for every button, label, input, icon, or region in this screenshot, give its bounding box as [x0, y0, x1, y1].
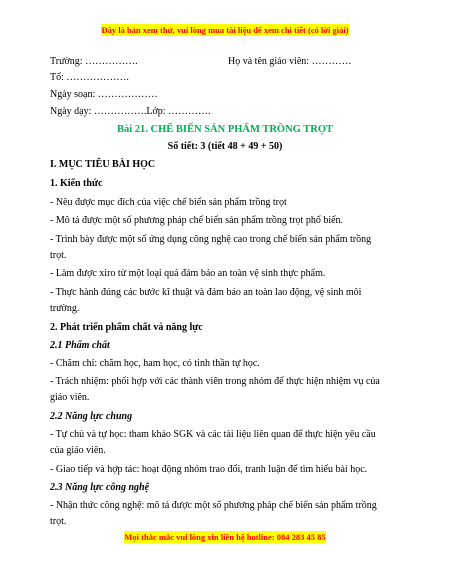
teacher-field: Họ và tên giáo viên: ………… — [228, 56, 352, 67]
body-line: - Nêu được mục đích của việc chế biến sản phẩm trồng trọt — [50, 197, 287, 208]
section-heading: I. MỤC TIÊU BÀI HỌC — [50, 159, 156, 170]
sub-subsection-heading: 2.1 Phẩm chất — [50, 340, 110, 351]
body-line: - Mô tả được một số phương pháp chế biến sản phẩm trồng trọt phổ biến. — [50, 215, 344, 226]
prepared-date-field: Ngày soạn: ……………… — [50, 89, 158, 100]
group-field: Tổ: ………………. — [50, 72, 129, 83]
lesson-periods: Số tiết: 3 (tiết 48 + 49 + 50) — [167, 141, 283, 152]
body-line: trọt. — [50, 250, 67, 261]
body-line: - Trách nhiệm: phối hợp với các thành viên trong nhóm để thực hiện nhiệm vụ của — [50, 376, 380, 387]
school-field: Trường: ……………. — [50, 56, 138, 67]
subsection-heading: 1. Kiến thức — [50, 178, 103, 189]
preview-banner-text: Đây là bản xem thử, vui lòng mua tài liệu để xem chi tiết (có lời giải) — [101, 25, 349, 35]
teaching-date-field: Ngày dạy: …………….Lớp: …………. — [50, 106, 211, 117]
body-line: - Thực hành đúng các bước kĩ thuật và đảm bảo an toàn lao động, vệ sinh môi — [50, 287, 362, 298]
body-line: trường. — [50, 303, 80, 314]
body-line: - Chăm chỉ: chăm học, ham học, có tinh thần tự học. — [50, 358, 260, 369]
body-line: trọt. — [50, 516, 67, 527]
hotline-banner — [0, 532, 450, 542]
body-line: - Nhận thức công nghệ: mô tả được một số phương pháp chế biến sản phẩm trồng — [50, 500, 377, 511]
preview-banner — [0, 25, 450, 35]
sub-subsection-heading: 2.2 Năng lực chung — [50, 411, 133, 422]
subsection-heading: 2. Phát triển phẩm chất và năng lực — [50, 322, 203, 333]
hotline-banner-text: Mọi thắc mắc vui lòng xin liên hệ hotline: 084 283 45 85 — [124, 532, 326, 542]
body-line: - Giao tiếp và hợp tác: hoạt động nhóm trao đổi, tranh luận để tìm hiểu bài học. — [50, 464, 368, 475]
body-line: - Tự chủ và tự học: tham khảo SGK và các tài liệu liên quan để thực hiện yêu cầu — [50, 429, 376, 440]
sub-subsection-heading: 2.3 Năng lực công nghệ — [50, 482, 150, 493]
body-line: của giáo viên. — [50, 445, 106, 456]
body-line: - Làm được xiro từ một loại quả đảm bảo an toàn vệ sinh thực phẩm. — [50, 268, 326, 279]
body-line: giáo viên. — [50, 392, 90, 403]
body-line: - Trình bày được một số ứng dụng công nghệ cao trong chế biến sản phẩm trồng — [50, 234, 372, 245]
lesson-title: Bài 21. CHẾ BIẾN SẢN PHẨM TRỒNG TRỌT — [116, 124, 334, 135]
